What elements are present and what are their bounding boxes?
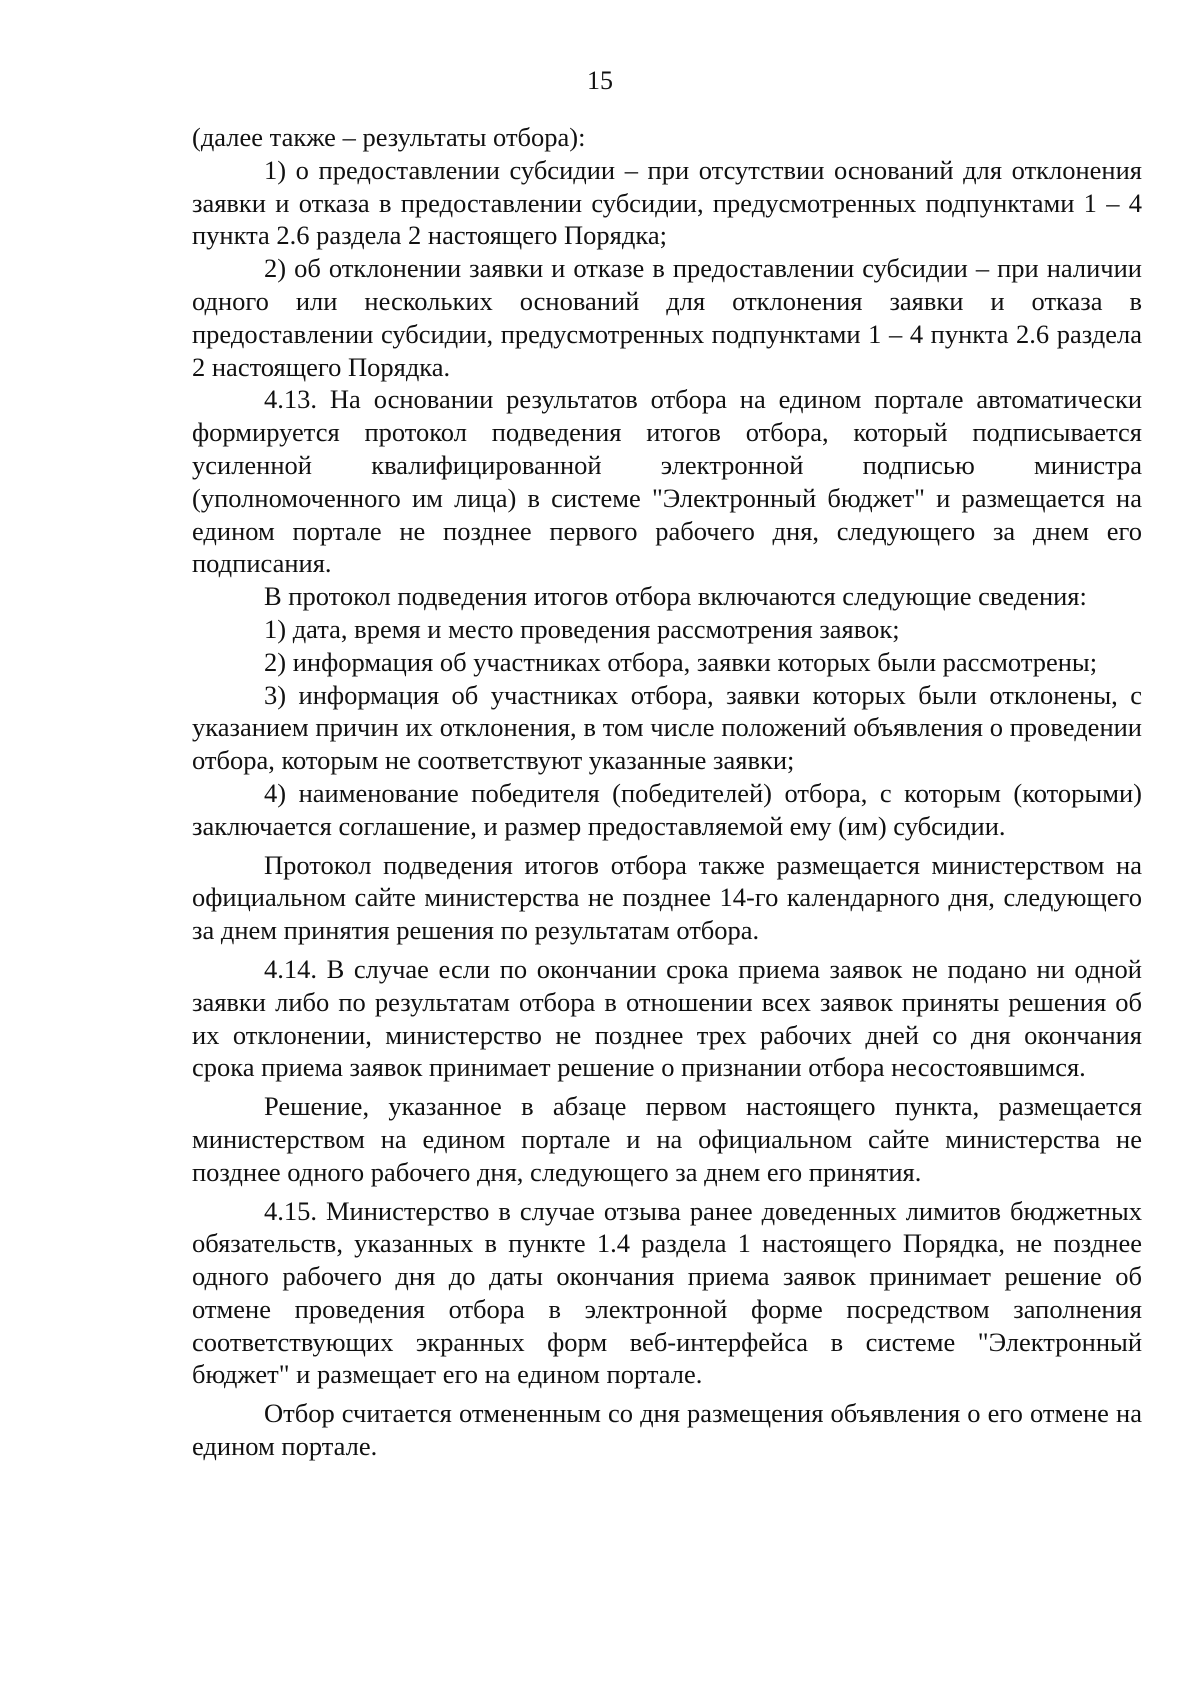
paragraph-protocol-item-2: 2) информация об участниках отбора, заявки которых были рассмотрены; (264, 646, 1098, 677)
paragraph-4-15: 4.15. Министерство в случае отзыва ранее доведенных лимитов бюджетных обязательств, указанных в пункте 1.4 раздела 1 настоящего Порядка, не позднее одного рабочего дня до даты окончания приема заявок принимает решение об отмене проведения отбора в электронной форме посредством заполнения соответствующих экранных форм веб-интерфейса в системе "Электронный бюджет" и размещает его на едином портале. (192, 1195, 1142, 1390)
paragraph-4-14: 4.14. В случае если по окончании срока приема заявок не подано ни одной заявки либо по результатам отбора в отношении всех заявок приняты решения об их отклонении, министерство не позднее трех рабочих дней со дня окончания срока приема заявок принимает решение о признании отбора несостоявшимся. (192, 953, 1142, 1083)
paragraph-results-intro: (далее также – результаты отбора): (192, 122, 586, 152)
page-number: 15 (587, 66, 613, 95)
paragraph-protocol-website: Протокол подведения итогов отбора также размещается министерством на официальном сайте министерства не позднее 14-го календарного дня, следующего за днем принятия решения по результатам отбора. (192, 849, 1142, 946)
paragraph-selection-cancelled: Отбор считается отмененным со дня размещения объявления о его отмене на едином портале. (192, 1398, 1142, 1462)
paragraph-protocol-contents: В протокол подведения итогов отбора включаются следующие сведения: (264, 581, 1087, 612)
paragraph-item-2-reject: 2) об отклонении заявки и отказе в предоставлении субсидии – при наличии одного или нескольких оснований для отклонения заявки и отказа в предоставлении субсидии, предусмотренных подпунктами 1 – 4 пункта 2.6 раздела 2 настоящего Порядка. (192, 253, 1142, 382)
paragraph-decision-publication: Решение, указанное в абзаце первом настоящего пункта, размещается министерством на едином портале и на официальном сайте министерства не позднее одного рабочего дня, следующего за днем его принятия. (192, 1091, 1142, 1187)
paragraph-protocol-item-1: 1) дата, время и место проведения рассмотрения заявок; (264, 613, 900, 644)
document-body (192, 121, 1142, 1463)
paragraph-protocol-item-3: 3) информация об участниках отбора, заявки которых были отклонены, с указанием причин их отклонения, в том числе положений объявления о проведении отбора, которым не соответствуют указанные заявки; (192, 679, 1142, 776)
paragraph-4-13: 4.13. На основании результатов отбора на едином портале автоматически формируется протокол подведения итогов отбора, который подписывается усиленной квалифицированной электронной подписью министра (уполномоченного им лица) в системе "Электронный бюджет" и размещается на едином портале не позднее первого рабочего дня, следующего за днем его подписания. (192, 384, 1142, 579)
paragraph-protocol-item-4: 4) наименование победителя (победителей) отбора, с которым (которыми) заключается соглашение, и размер предоставляемой ему (им) субсидии. (192, 777, 1142, 841)
paragraph-item-1-grant: 1) о предоставлении субсидии – при отсутствии оснований для отклонения заявки и отказа в предоставлении субсидии, предусмотренных подпунктами 1 – 4 пункта 2.6 раздела 2 настоящего Порядка; (192, 154, 1142, 251)
